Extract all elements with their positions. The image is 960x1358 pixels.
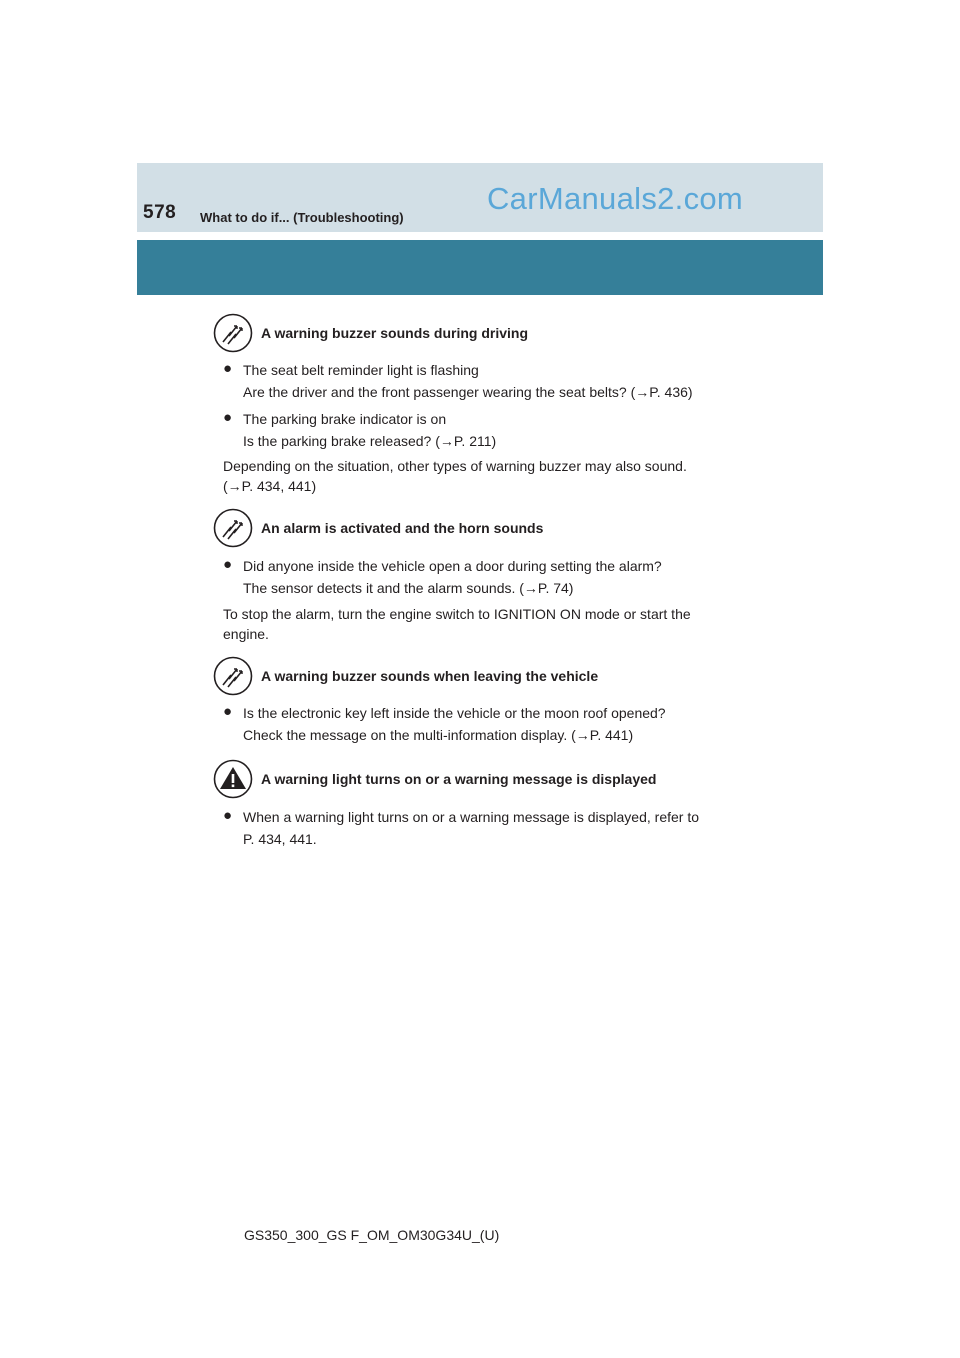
section-title: What to do if... (Troubleshooting) (200, 210, 404, 225)
page-number: 578 (143, 202, 177, 223)
teal-band (137, 240, 823, 295)
bullet-dot-icon: ● (223, 807, 233, 824)
section-heading-warning-light (213, 758, 656, 800)
bullet-line: The seat belt reminder light is flashing (243, 362, 479, 378)
note-line: (→P. 434, 441) (223, 478, 317, 494)
note-paragraph (223, 456, 763, 496)
note-paragraph (223, 604, 763, 644)
note-line: Depending on the situation, other types of warning buzzer may also sound. (223, 458, 687, 474)
section-title-text: A warning light turns on or a warning message is displayed (261, 771, 657, 787)
sound-warning-icon (213, 656, 253, 696)
bullet-line: The parking brake indicator is on (243, 411, 447, 427)
caution-triangle-icon (213, 759, 253, 799)
bullet-item (223, 555, 783, 599)
sound-warning-icon (213, 313, 253, 353)
bullet-line: Is the parking brake released? (→P. 211) (243, 433, 497, 449)
bullet-line: The sensor detects it and the alarm sounds. (→P. 74) (243, 580, 574, 596)
section-title-text: A warning buzzer sounds during driving (261, 325, 529, 341)
watermark: CarManuals2.com (487, 181, 744, 216)
bullet-line: Is the electronic key left inside the vehicle or the moon roof opened? (243, 705, 666, 721)
bullet-item (223, 806, 783, 850)
bullet-item (223, 359, 783, 403)
sound-warning-icon (213, 508, 253, 548)
bullet-dot-icon: ● (223, 703, 233, 720)
note-line: engine. (223, 626, 269, 642)
bullet-line: Did anyone inside the vehicle open a door during setting the alarm? (243, 558, 662, 574)
bullet-line: Check the message on the multi-information display. (→P. 441) (243, 727, 634, 743)
section-title-text: A warning buzzer sounds when leaving the vehicle (261, 668, 599, 684)
section-heading-alarm (213, 507, 543, 549)
section-heading-buzzer-driving (213, 312, 528, 354)
bullet-dot-icon: ● (223, 556, 233, 573)
section-heading-buzzer-leaving (213, 655, 598, 697)
bullet-line: Are the driver and the front passenger wearing the seat belts? (→P. 436) (243, 384, 693, 400)
note-line: To stop the alarm, turn the engine switch to IGNITION ON mode or start the (223, 606, 691, 622)
bullet-item (223, 702, 783, 746)
bullet-dot-icon: ● (223, 360, 233, 377)
bullet-line: P. 434, 441. (243, 831, 317, 847)
section-title-text: An alarm is activated and the horn sounds (261, 520, 544, 536)
document-code: GS350_300_GS F_OM_OM30G34U_(U) (244, 1227, 500, 1243)
bullet-line: When a warning light turns on or a warning message is displayed, refer to (243, 809, 700, 825)
bullet-item (223, 408, 783, 452)
bullet-dot-icon: ● (223, 409, 233, 426)
